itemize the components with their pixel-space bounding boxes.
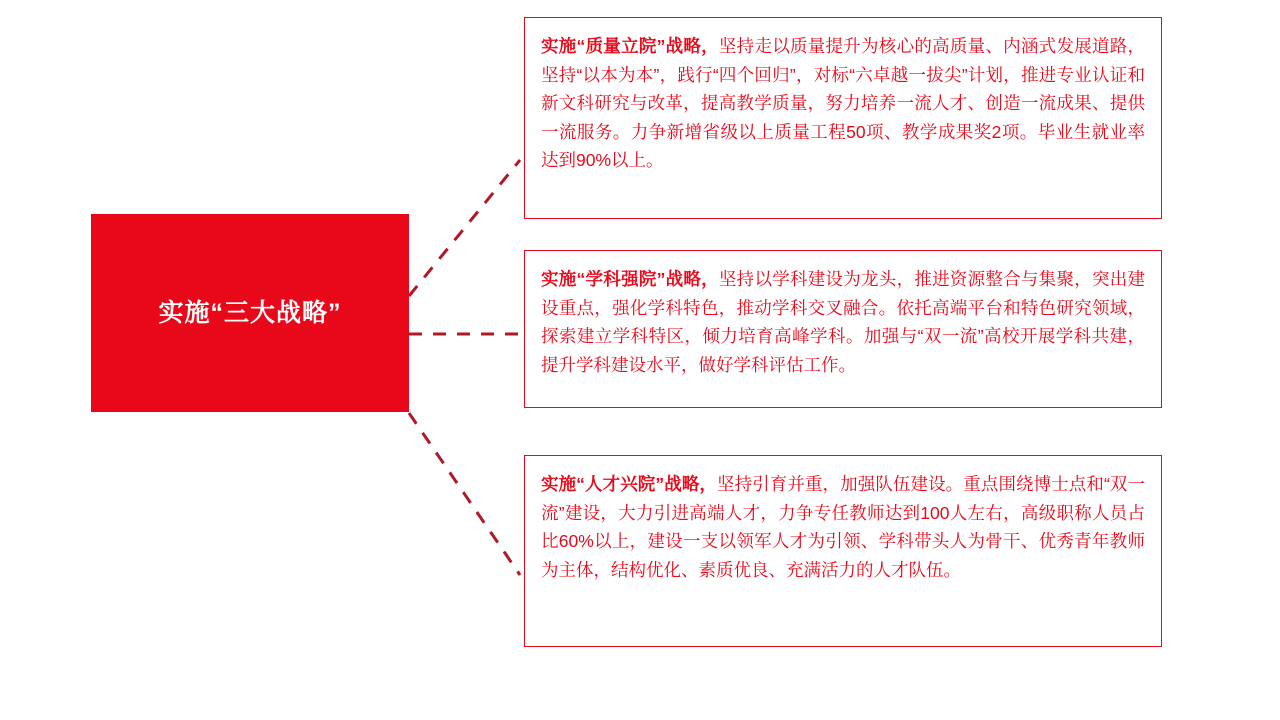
callout-box-talent [524, 455, 1162, 647]
connector-line-quality [409, 160, 520, 296]
central-strategy-node [91, 214, 409, 412]
connector-line-talent [409, 413, 520, 575]
callout-heading-quality: 实施“质量立院”战略， [541, 36, 719, 56]
callout-heading-talent: 实施“人才兴院”战略， [541, 474, 717, 494]
callout-body-talent: 坚持引育并重，加强队伍建设。重点围绕博士点和“双一流”建设，大力引进高端人才，力争专任教师达到100人左右，高级职称人员占比60%以上，建设一支以领军人才为引领、学科带头人为骨干、优秀青年教师为主体，结构优化、素质优良、充满活力的人才队伍。 [541, 474, 1146, 580]
callout-body-discipline: 坚持以学科建设为龙头，推进资源整合与集聚，突出建设重点，强化学科特色，推动学科交叉融合。依托高端平台和特色研究领域，探索建立学科特区，倾力培育高峰学科。加强与“双一流”高校开展学科共建，提升学科建设水平，做好学科评估工作。 [541, 269, 1146, 375]
callout-text-talent [541, 470, 1145, 584]
callout-box-quality [524, 17, 1162, 219]
central-strategy-label: 实施“三大战略” [158, 298, 342, 327]
callout-body-quality: 坚持走以质量提升为核心的高质量、内涵式发展道路，坚持“以本为本”，践行“四个回归”，对标“六卓越一拔尖”计划，推进专业认证和新文科研究与改革，提高教学质量，努力培养一流人才、创造一流成果、提供一流服务。力争新增省级以上质量工程50项、教学成果奖2项。毕业生就业率达到90%以上。 [541, 36, 1146, 171]
callout-text-quality [541, 32, 1145, 175]
callout-text-discipline [541, 265, 1145, 379]
callout-heading-discipline: 实施“学科强院”战略， [541, 269, 719, 289]
callout-box-discipline [524, 250, 1162, 408]
